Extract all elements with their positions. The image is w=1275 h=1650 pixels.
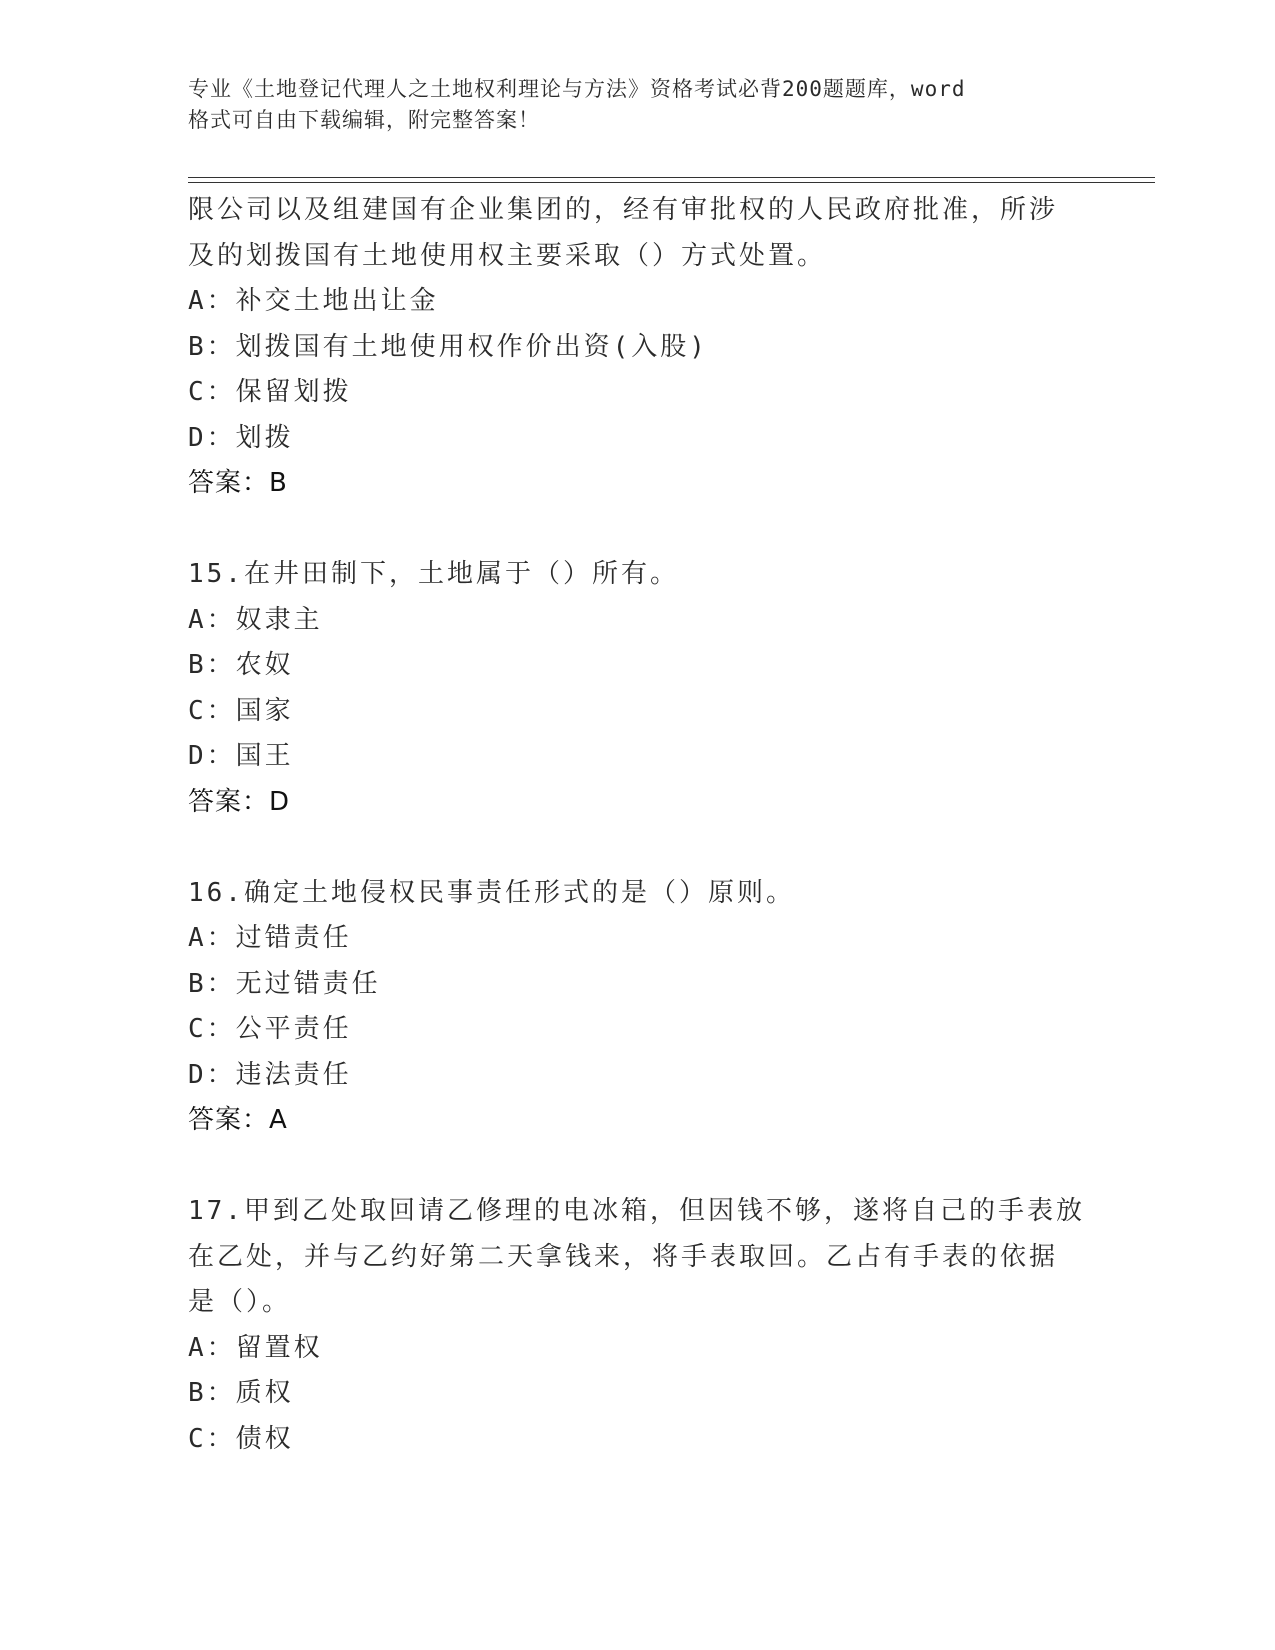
option-c: C：国家: [188, 695, 294, 726]
question-stem-line: 是（）。: [188, 1287, 292, 1317]
question-block-15: [188, 552, 1088, 825]
spacer: [188, 1144, 1088, 1190]
question-stem-line: 限公司以及组建国有企业集团的，经有审批权的人民政府批准，所涉: [188, 195, 1059, 225]
option-c: C：债权: [188, 1423, 294, 1454]
header-title-line-1: 专业《土地登记代理人之土地权利理论与方法》资格考试必背200题题库，word: [188, 77, 966, 101]
question-block-continued: [188, 188, 1088, 507]
document-header: [188, 74, 1068, 136]
option-b: B：质权: [188, 1378, 294, 1408]
question-stem-line: 17.甲到乙处取回请乙修理的电冰箱，但因钱不够，遂将自己的手表放: [188, 1196, 1085, 1226]
question-block-17: [188, 1189, 1088, 1462]
question-stem-line: 在乙处，并与乙约好第二天拿钱来，将手表取回。乙占有手表的依据: [188, 1241, 1059, 1272]
header-divider-bottom: [188, 182, 1155, 183]
option-d: D：国王: [188, 741, 294, 771]
option-d: D：划拨: [188, 422, 294, 453]
question-stem-line: 16.确定土地侵权民事责任形式的是（）原则。: [188, 877, 795, 908]
header-divider-top: [188, 177, 1155, 178]
spacer: [188, 825, 1088, 871]
option-b: B：无过错责任: [188, 968, 381, 999]
option-b: B：农奴: [188, 650, 294, 680]
option-d: D：违法责任: [188, 1059, 352, 1090]
answer-line: 答案：D: [188, 786, 291, 817]
option-b: B：划拨国有土地使用权作价出资(入股): [188, 331, 708, 362]
option-a: A：过错责任: [188, 923, 352, 953]
answer-line: 答案：A: [188, 1105, 288, 1135]
answer-line: 答案：B: [188, 468, 288, 498]
question-block-16: [188, 871, 1088, 1144]
header-title-line-2: 格式可自由下载编辑，附完整答案！: [188, 108, 540, 132]
question-list: [188, 188, 1088, 1462]
question-stem-line: 及的划拨国有土地使用权主要采取（）方式处置。: [188, 240, 827, 271]
option-c: C：保留划拨: [188, 377, 352, 407]
option-a: A：留置权: [188, 1332, 323, 1363]
option-a: A：补交土地出让金: [188, 286, 439, 316]
option-a: A：奴隶主: [188, 604, 323, 635]
question-stem-line: 15.在井田制下，土地属于（）所有。: [188, 559, 679, 589]
option-c: C：公平责任: [188, 1014, 352, 1044]
spacer: [188, 507, 1088, 553]
